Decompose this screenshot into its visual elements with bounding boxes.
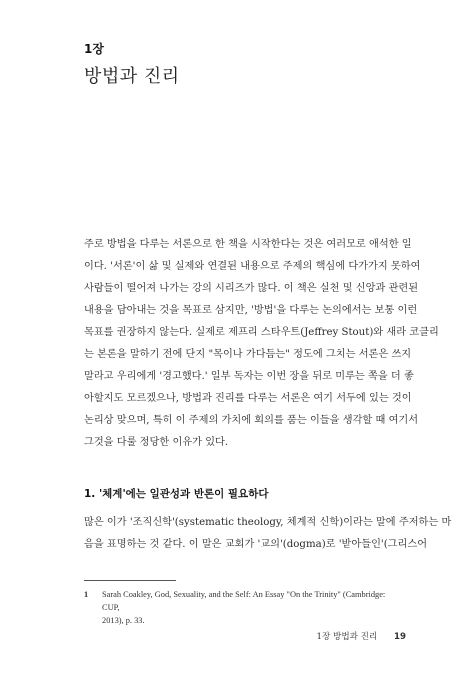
chapter-title: 방법과 진리 bbox=[84, 66, 180, 87]
footnote bbox=[84, 588, 404, 627]
paragraph-line: 말라고 우리에게 '경고했다.' 일부 독자는 이번 장을 뒤로 미루는 쪽을 더 좋 bbox=[84, 371, 414, 382]
chapter-number: 1장 bbox=[84, 42, 104, 56]
paragraph-line: 논리상 맞으며, 특히 이 주제의 가치에 회의를 품는 이들을 생각할 때 여기서 bbox=[84, 415, 419, 426]
footnote-divider bbox=[84, 580, 176, 581]
running-title: 1장 방법과 진리 bbox=[316, 632, 378, 642]
paragraph-2 bbox=[84, 512, 452, 556]
paragraph-line: 사람들이 떨어져 나가는 강의 시리즈가 많다. 이 책은 실천 및 신앙과 관련된 bbox=[84, 283, 419, 294]
paragraph-1 bbox=[84, 234, 439, 454]
paragraph-line: 주로 방법을 다루는 서론으로 한 책을 시작한다는 것은 여러모로 애석한 일 bbox=[84, 239, 412, 250]
paragraph-line: 목표를 권장하지 않는다. 실제로 제프리 스타우트(Jeffrey Stout)와 새라 코클리 bbox=[84, 327, 439, 338]
running-footer bbox=[317, 630, 406, 642]
paragraph-line: 는 본론을 말하기 전에 단지 "목이나 가다듬는" 정도에 그치는 서론은 쓰지 bbox=[84, 349, 412, 360]
paragraph-line: 이다. '서론'이 삶 및 실제와 연결된 내용으로 주제의 핵심에 다가가지 못하여 bbox=[84, 261, 421, 272]
paragraph-line: 음을 표명하는 것 같다. 이 말은 교회가 '교의'(dogma)로 '받아들인'(그리스어 bbox=[84, 539, 428, 550]
footnote-text-line: 2013), p. 33. bbox=[102, 616, 145, 625]
paragraph-line: 내용을 담아내는 것을 목표로 삼지만, '방법'을 다루는 논의에서는 보통 이런 bbox=[84, 305, 418, 316]
footnote-text-line: Sarah Coakley, God, Sexuality, and the Self: An Essay "On the Trinity" (Cambridge: CUP, bbox=[102, 590, 386, 612]
page-number: 19 bbox=[394, 632, 406, 642]
section-heading: 1. '체계'에는 일관성과 반론이 필요하다 bbox=[84, 488, 269, 500]
footnote-number: 1 bbox=[84, 590, 89, 599]
paragraph-line: 아할지도 모르겠으나, 방법과 진리를 다루는 서론은 여기 서두에 있는 것이 bbox=[84, 393, 412, 404]
paragraph-line: 그것을 다룰 정당한 이유가 있다. bbox=[84, 437, 229, 448]
paragraph-line: 많은 이가 '조직신학'(systematic theology, 체계적 신학)이라는 말에 주저하는 마 bbox=[84, 517, 452, 528]
